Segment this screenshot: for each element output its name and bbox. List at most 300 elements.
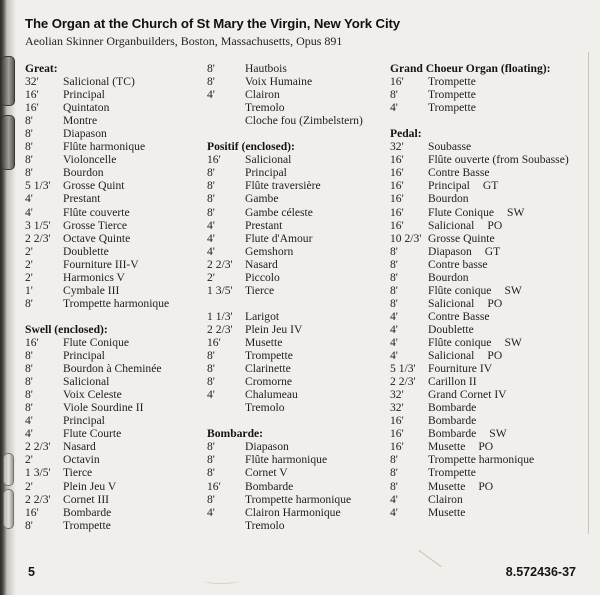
stop-pitch: 4'	[390, 505, 398, 519]
stop-row	[25, 519, 207, 532]
stop-name: Gemshorn	[245, 244, 294, 258]
stop-name: Diapason	[245, 440, 289, 454]
stop-pitch: 32'	[25, 75, 39, 89]
division-tag: SW	[507, 205, 525, 219]
stop-name: Trompette	[63, 518, 111, 532]
stop-row	[25, 166, 207, 179]
stop-name: Piccolo	[245, 270, 280, 284]
stop-pitch: 2'	[207, 270, 215, 284]
stop-row	[25, 493, 207, 506]
stop-row	[207, 375, 390, 388]
division-tag: PO	[487, 349, 503, 363]
stop-pitch: 8'	[25, 114, 33, 128]
staple-prong	[3, 453, 14, 486]
stop-name: Trompette	[428, 101, 476, 115]
stop-pitch: 4'	[25, 427, 33, 441]
stop-pitch: 16'	[390, 414, 404, 428]
stop-row	[207, 88, 390, 101]
stop-name: Cornet V	[245, 466, 288, 480]
stop-row	[390, 258, 595, 271]
stop-pitch: 16'	[390, 166, 404, 180]
stoplist-section	[390, 127, 595, 518]
stop-row	[390, 179, 595, 192]
stop-name: Prestant	[63, 192, 101, 206]
page-title: The Organ at the Church of St Mary the Virgin, New York City	[25, 16, 401, 31]
scan-artifact	[418, 550, 441, 567]
stop-name: Trompette	[245, 349, 293, 363]
stop-name: Plein Jeu V	[63, 479, 117, 493]
stop-pitch: 8'	[25, 296, 33, 310]
stop-row	[25, 427, 207, 440]
stop-row	[390, 401, 595, 414]
stop-name: Diapason	[428, 244, 472, 258]
stop-name: Quintaton	[63, 101, 110, 115]
stop-name: Nasard	[63, 440, 96, 454]
stop-name: Larigot	[245, 309, 280, 323]
stop-pitch: 10 2/3'	[390, 231, 422, 245]
stop-pitch: 4'	[25, 414, 33, 428]
stop-row	[25, 179, 207, 192]
division-tag: PO	[478, 440, 494, 454]
stop-name: Viole Sourdine II	[63, 401, 144, 415]
stop-row	[207, 323, 390, 336]
stop-row	[25, 245, 207, 258]
page-number: 5	[28, 565, 35, 579]
stop-row	[207, 453, 390, 466]
stop-row	[25, 75, 207, 88]
stop-row	[25, 480, 207, 493]
stop-row	[25, 127, 207, 140]
stop-row	[25, 414, 207, 427]
stop-pitch: 2'	[25, 244, 33, 258]
stop-pitch: 4'	[207, 244, 215, 258]
stop-row	[390, 323, 595, 336]
stop-row	[390, 232, 595, 245]
stop-name: Flûte conique	[428, 335, 492, 349]
stop-row	[207, 166, 390, 179]
stop-row	[207, 232, 390, 245]
stop-row	[25, 153, 207, 166]
stop-name: Clarinette	[245, 362, 291, 376]
stop-row	[207, 310, 390, 323]
stop-name: Clairon	[245, 88, 280, 102]
stop-row	[390, 153, 595, 166]
stop-row	[390, 271, 595, 284]
stop-pitch: 16'	[25, 505, 39, 519]
stop-pitch: 8'	[207, 75, 215, 89]
stop-pitch: 16'	[390, 75, 404, 89]
section-heading: Pedal:	[390, 127, 422, 141]
stop-pitch: 2 2/3'	[25, 231, 51, 245]
stop-pitch: 8'	[207, 179, 215, 193]
stop-pitch: 2'	[25, 270, 33, 284]
division-tag: SW	[489, 427, 507, 441]
stop-name: Plein Jeu IV	[245, 322, 303, 336]
stop-row	[390, 310, 595, 323]
stop-row	[390, 388, 595, 401]
stop-pitch: 2'	[25, 453, 33, 467]
stop-pitch: 8'	[207, 440, 215, 454]
stop-pitch: 2 2/3'	[25, 492, 51, 506]
stop-row	[390, 284, 595, 297]
stop-pitch: 16'	[25, 101, 39, 115]
stop-pitch: 4'	[390, 492, 398, 506]
stop-pitch: 8'	[207, 466, 215, 480]
division-tag: SW	[504, 335, 522, 349]
stop-pitch: 8'	[25, 362, 33, 376]
stop-pitch: 4'	[390, 309, 398, 323]
stop-name: Diapason	[63, 127, 107, 141]
stop-pitch: 2 2/3'	[25, 440, 51, 454]
stop-pitch: 16'	[390, 205, 404, 219]
stop-row	[390, 101, 595, 114]
stop-pitch: 16'	[390, 427, 404, 441]
stop-row	[390, 245, 595, 258]
stop-pitch: 2 2/3'	[390, 375, 416, 389]
stop-name: Trompette	[428, 466, 476, 480]
stop-pitch: 3 1/5'	[25, 218, 51, 232]
division-tag: PO	[487, 296, 503, 310]
stop-name: Flûte harmonique	[245, 453, 328, 467]
stop-row	[390, 88, 595, 101]
stop-row	[390, 140, 595, 153]
stop-pitch: 8'	[207, 205, 215, 219]
staple-prong	[3, 489, 14, 529]
stop-pitch: 2 2/3'	[207, 322, 233, 336]
section-heading: Swell (enclosed):	[25, 322, 108, 336]
stop-row	[207, 219, 390, 232]
section-heading: Bombarde:	[207, 427, 264, 441]
section-heading: Positif (enclosed):	[207, 140, 295, 154]
stop-name: Principal	[63, 349, 105, 363]
stop-pitch: 8'	[25, 127, 33, 141]
stop-name: Bombarde	[428, 427, 477, 441]
stop-name: Salicional	[428, 218, 475, 232]
stop-pitch: 16'	[390, 440, 404, 454]
stop-name: Bourdon	[63, 166, 104, 180]
stop-pitch: 8'	[390, 244, 398, 258]
stop-pitch: 2'	[25, 257, 33, 271]
stop-row	[25, 284, 207, 297]
stop-name: Salicional	[63, 375, 110, 389]
stop-row	[390, 362, 595, 375]
stop-row	[207, 245, 390, 258]
stop-pitch: 32'	[390, 401, 404, 415]
stoplist-section	[390, 62, 595, 114]
stop-pitch: 1 3/5'	[25, 466, 51, 480]
stop-pitch: 32'	[390, 388, 404, 402]
stop-name: Principal	[428, 179, 470, 193]
stop-pitch: 8'	[25, 349, 33, 363]
stop-name: Nasard	[245, 257, 278, 271]
stop-name: Harmonics V	[63, 270, 125, 284]
stop-row	[207, 284, 390, 297]
stop-name: Octave Quinte	[63, 231, 131, 245]
stop-name: Trompette	[428, 88, 476, 102]
stop-row	[25, 206, 207, 219]
stop-name: Principal	[63, 414, 105, 428]
division-tag: PO	[487, 218, 503, 232]
stop-pitch: 8'	[390, 479, 398, 493]
stop-name: Voix Humaine	[245, 75, 313, 89]
stop-name: Gambe	[245, 192, 279, 206]
stop-pitch: 16'	[390, 153, 404, 167]
stoplist-section	[207, 62, 390, 127]
stop-pitch: 8'	[390, 88, 398, 102]
stop-pitch: 8'	[207, 62, 215, 75]
stop-name: Bombarde	[63, 505, 112, 519]
stop-row	[207, 401, 390, 414]
stop-pitch: 8'	[207, 453, 215, 467]
stop-name: Tremolo	[245, 518, 285, 532]
stop-name: Musette	[428, 505, 466, 519]
stop-row	[25, 466, 207, 479]
staple-prong	[1, 115, 15, 170]
stop-name: Flute Conique	[63, 335, 130, 349]
stop-row	[25, 88, 207, 101]
stop-row	[390, 349, 595, 362]
stop-row	[207, 480, 390, 493]
stop-name: Cromorne	[245, 375, 293, 389]
stop-name: Musette	[428, 479, 466, 493]
stop-name: Tremolo	[245, 101, 285, 115]
stop-pitch: 16'	[390, 218, 404, 232]
stop-pitch: 8'	[207, 166, 215, 180]
stop-name: Grosse Quint	[63, 179, 125, 193]
stop-pitch: 16'	[25, 335, 39, 349]
stop-name: Bourdon	[428, 192, 469, 206]
stop-pitch: 4'	[207, 88, 215, 102]
stop-pitch: 4'	[25, 205, 33, 219]
stop-name: Salicional	[245, 153, 292, 167]
stop-name: Doublette	[428, 322, 474, 336]
stop-pitch: 8'	[207, 375, 215, 389]
stop-name: Violoncelle	[63, 153, 117, 167]
stop-name: Carillon II	[428, 375, 477, 389]
stop-name: Musette	[428, 440, 466, 454]
stop-pitch: 8'	[390, 283, 398, 297]
staple-prong	[1, 56, 15, 106]
stop-row	[390, 166, 595, 179]
stop-row	[390, 219, 595, 232]
stop-row	[25, 101, 207, 114]
stop-row	[25, 232, 207, 245]
stop-name: Flûte conique	[428, 283, 492, 297]
stop-pitch: 1'	[25, 283, 33, 297]
stop-name: Gambe céleste	[245, 205, 313, 219]
stop-row	[207, 206, 390, 219]
stop-pitch: 4'	[390, 322, 398, 336]
stop-pitch: 8'	[207, 362, 215, 376]
stop-pitch: 16'	[207, 479, 221, 493]
stop-pitch: 8'	[390, 296, 398, 310]
stop-name: Grand Cornet IV	[428, 388, 507, 402]
stop-pitch: 8'	[25, 375, 33, 389]
stop-pitch: 8'	[207, 492, 215, 506]
stop-pitch: 8'	[25, 518, 33, 532]
stop-row	[207, 349, 390, 362]
stop-row	[25, 297, 207, 310]
stop-name: Principal	[245, 166, 287, 180]
stop-row	[390, 466, 595, 479]
stop-name: Soubasse	[428, 140, 472, 154]
stop-row	[207, 258, 390, 271]
stop-name: Trompette harmonique	[428, 453, 535, 467]
stop-pitch: 4'	[207, 231, 215, 245]
stop-row	[25, 349, 207, 362]
stop-pitch: 32'	[390, 140, 404, 154]
stop-name: Bourdon à Cheminée	[63, 362, 162, 376]
stop-row	[207, 519, 390, 532]
stop-name: Doublette	[63, 244, 109, 258]
stoplist-section	[25, 62, 207, 310]
stop-name: Grosse Tierce	[63, 218, 128, 232]
stop-row	[390, 414, 595, 427]
stop-name: Clairon	[428, 492, 463, 506]
staple-top	[1, 56, 15, 170]
stop-name: Fourniture III-V	[63, 257, 139, 271]
stop-row	[207, 179, 390, 192]
stop-row	[25, 271, 207, 284]
stoplist-section	[207, 140, 390, 297]
stoplist-section	[25, 323, 207, 532]
stop-pitch: 2 2/3'	[207, 257, 233, 271]
stop-row	[25, 258, 207, 271]
stop-row	[390, 375, 595, 388]
stop-pitch: 1 1/3'	[207, 309, 233, 323]
stop-name: Bombarde	[245, 479, 294, 493]
stop-row	[207, 388, 390, 401]
stop-row	[390, 206, 595, 219]
stop-pitch: 1 3/5'	[207, 283, 233, 297]
division-tag: GT	[484, 244, 501, 258]
stop-name: Contre Basse	[428, 309, 490, 323]
stop-row	[207, 101, 390, 114]
division-tag: SW	[504, 283, 522, 297]
stop-row	[25, 336, 207, 349]
stop-name: Salicional (TC)	[63, 75, 135, 89]
stop-pitch: 16'	[25, 88, 39, 102]
stop-pitch: 5 1/3'	[25, 179, 51, 193]
stop-pitch: 4'	[390, 349, 398, 363]
stop-row	[207, 362, 390, 375]
stop-row	[390, 336, 595, 349]
stop-row	[207, 493, 390, 506]
stop-pitch: 4'	[390, 101, 398, 115]
stop-row	[207, 440, 390, 453]
stop-name: Trompette harmonique	[63, 296, 170, 310]
stop-row	[390, 493, 595, 506]
stop-pitch: 16'	[390, 179, 404, 193]
stop-row	[25, 140, 207, 153]
stop-pitch: 8'	[25, 140, 33, 154]
stop-pitch: 8'	[207, 192, 215, 206]
stop-pitch: 4'	[25, 192, 33, 206]
stop-name: Salicional	[428, 296, 475, 310]
stop-name: Flûte ouverte (from Soubasse)	[428, 153, 569, 167]
stop-name: Flute d'Amour	[245, 231, 313, 245]
stop-name: Flûte couverte	[63, 205, 130, 219]
stop-name: Cloche fou (Zimbelstern)	[245, 114, 363, 128]
stop-pitch: 8'	[25, 388, 33, 402]
stop-pitch: 16'	[207, 335, 221, 349]
stop-name: Cornet III	[63, 492, 110, 506]
stop-name: Chalumeau	[245, 388, 298, 402]
stop-pitch: 4'	[207, 218, 215, 232]
stop-pitch: 16'	[207, 153, 221, 167]
division-tag: PO	[478, 479, 494, 493]
division-tag: GT	[482, 179, 499, 193]
stop-pitch: 8'	[25, 401, 33, 415]
stop-row	[25, 219, 207, 232]
stop-name: Flûte harmonique	[63, 140, 146, 154]
stop-name: Flûte traversière	[245, 179, 321, 193]
stop-row	[25, 506, 207, 519]
stop-row	[207, 336, 390, 349]
stop-row	[25, 440, 207, 453]
stop-name: Tremolo	[245, 401, 285, 415]
stop-row	[390, 297, 595, 310]
stop-name: Prestant	[245, 218, 283, 232]
stop-row	[25, 401, 207, 414]
stop-name: Clairon Harmonique	[245, 505, 341, 519]
stop-pitch: 8'	[207, 349, 215, 363]
stop-name: Bourdon	[428, 270, 469, 284]
stop-pitch: 8'	[390, 466, 398, 480]
stop-row	[207, 506, 390, 519]
stop-pitch: 8'	[390, 453, 398, 467]
stop-name: Flute Conique	[428, 205, 495, 219]
stop-name: Musette	[245, 335, 283, 349]
stop-name: Principal	[63, 88, 105, 102]
stoplist-column	[390, 62, 595, 519]
stoplist-section	[207, 310, 390, 414]
stop-row	[25, 453, 207, 466]
section-heading: Great:	[25, 62, 58, 75]
stop-row	[207, 153, 390, 166]
stop-row	[390, 440, 595, 453]
page-header	[25, 16, 400, 49]
staple-bottom	[3, 453, 14, 529]
stop-pitch: 2'	[25, 479, 33, 493]
page-subtitle: Aeolian Skinner Organbuilders, Boston, Massachusetts, Opus 891	[25, 34, 343, 48]
stop-name: Tierce	[245, 283, 275, 297]
stop-pitch: 4'	[207, 388, 215, 402]
stop-pitch: 4'	[390, 335, 398, 349]
scan-artifact	[204, 578, 238, 584]
stop-row	[25, 362, 207, 375]
stop-row	[25, 375, 207, 388]
section-heading: Grand Choeur Organ (floating):	[390, 62, 551, 75]
stop-name: Contre Basse	[428, 166, 490, 180]
stop-name: Bombarde	[428, 414, 477, 428]
stop-name: Bombarde	[428, 401, 477, 415]
stop-row	[390, 506, 595, 519]
stop-pitch: 5 1/3'	[390, 362, 416, 376]
stop-name: Salicional	[428, 349, 475, 363]
stop-row	[207, 271, 390, 284]
stop-name: Trompette	[428, 75, 476, 89]
stop-pitch: 8'	[390, 270, 398, 284]
stop-row	[25, 388, 207, 401]
stop-pitch: 8'	[25, 166, 33, 180]
stop-row	[207, 62, 390, 75]
stop-row	[25, 192, 207, 205]
stop-row	[390, 75, 595, 88]
stoplist-column	[207, 62, 390, 532]
stop-row	[390, 480, 595, 493]
stoplist-section	[207, 427, 390, 531]
